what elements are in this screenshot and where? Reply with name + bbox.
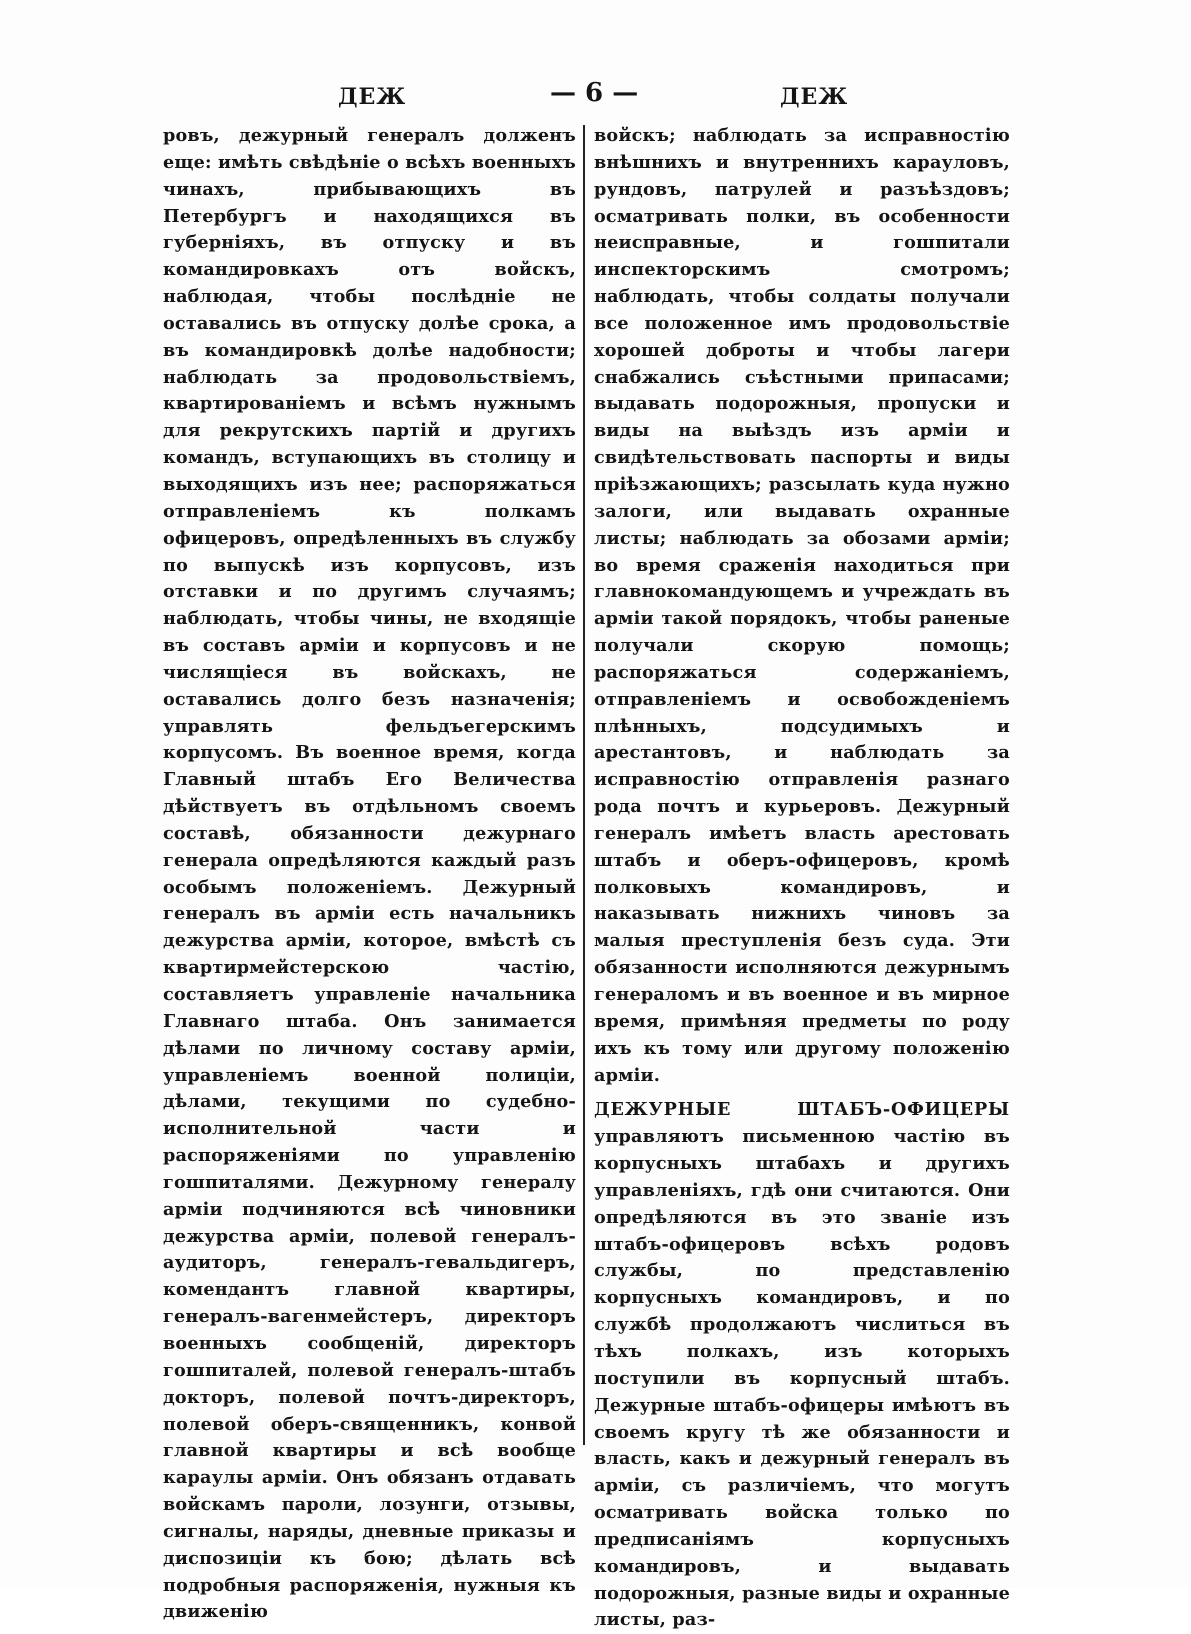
dictionary-entry <box>594 1097 1010 1634</box>
running-head-right: ДЕЖ <box>780 84 849 110</box>
running-head-left: ДЕЖ <box>338 84 407 110</box>
left-column-text: ровъ, дежурный генералъ долженъ еще: имѣть свѣдѣніе о всѣхъ военныхъ чинахъ, прибывающихъ въ Петербургъ и находящихся въ губерніяхъ, въ отпуску и въ командировкахъ отъ войскъ, наблюдая, чтобы послѣдніе не оставались въ отпуску долѣе срока, а въ командировкѣ долѣе надобности; наблюдать за продовольствіемъ, квартированіемъ и всѣмъ нужнымъ для рекрутскихъ партій и другихъ командъ, вступающихъ въ столицу и выходящихъ изъ нее; распоряжаться отправленіемъ къ полкамъ офицеровъ, опредѣленныхъ въ службу по выпускѣ изъ корпусовъ, изъ отставки и по другимъ случаямъ; наблюдать, чтобы чины, не входящіе въ составъ арміи и корпусовъ и не числящіеся въ войскахъ, не оставались долго безъ назначенія; управлять фельдъегерскимъ корпусомъ. Въ военное время, когда Главный штабъ Его Величества дѣйствуетъ въ отдѣльномъ своемъ составѣ, обязанности дежурнаго генерала опредѣляются каждый разъ особымъ положеніемъ. Дежурный генералъ въ арміи есть начальникъ дежурства арміи, которое, вмѣстѣ съ квартирмейстерскою частію, составляетъ управленіе начальника Главнаго штаба. Онъ занимается дѣлами по личному составу арміи, управленіемъ военной полиціи, дѣлами, текущими по судебно-исполнительной части и распоряженіями по управленію гошпиталями. Дежурному генералу арміи подчиняются всѣ чиновники дежурства арміи, полевой генералъ-аудиторъ, генералъ-гевальдигеръ, комендантъ главной квартиры, генералъ-вагенмейстеръ, директоръ военныхъ сообщеній, директоръ гошпиталей, полевой генералъ-штабъ докторъ, полевой почтъ-директоръ, полевой оберъ-священникъ, конвой главной квартиры и всѣ вообще караулы арміи. Онъ обязанъ отдавать войскамъ пароли, лозунги, отзывы, сигналы, наряды, дневные приказы и диспозиціи къ бою; дѣлать всѣ подробныя распоряженія, нужныя къ движенію <box>163 125 577 1623</box>
page-number: — 6 — <box>550 78 639 108</box>
left-column <box>163 123 577 1623</box>
page-header <box>160 78 1030 120</box>
entry-term: ДЕЖУРНЫЕ ШТАБЪ-ОФИЦЕРЫ <box>594 1099 1010 1121</box>
entry-text: управляютъ письменною частію въ корпусныхъ штабахъ и другихъ управленіяхъ, гдѣ они считаются. Они опредѣляются въ это званіе изъ штабъ-офицеровъ всѣхъ родовъ службы, по представленію корпусныхъ командировъ, и по службѣ продолжаютъ числиться въ тѣхъ полкахъ, изъ которыхъ поступили въ корпусный штабъ. Дежурные штабъ-офицеры имѣютъ въ своемъ кругу тѣ же обязанности и власть, какъ и дежурный генералъ въ арміи, съ различіемъ, что могутъ осматривать войска только по предписаніямъ корпусныхъ командировъ, и выдавать подорожныя, разные виды и охранные листы, раз- <box>594 1126 1010 1631</box>
right-column <box>594 123 1010 1631</box>
right-column-paragraph: войскъ; наблюдать за исправностію внѣшнихъ и внутреннихъ карауловъ, рундовъ, патрулей и разъѣздовъ; осматривать полки, въ особенности неисправные, и гошпитали инспекторскимъ смотромъ; наблюдать, чтобы солдаты получали все положенное имъ продовольствіе хорошей доброты и чтобы лагери снабжались съѣстными припасами; выдавать подорожныя, пропуски и виды на выѣздъ изъ арміи и свидѣтельствовать паспорты и виды пріѣзжающихъ; разсылать куда нужно залоги, или выдавать охранные листы; наблюдать за обозами арміи; во время сраженія находиться при главнокомандующемъ и учреждать въ арміи такой порядокъ, чтобы раненые получали скорую помощь; распоряжаться содержаніемъ, отправленіемъ и освобожденіемъ плѣнныхъ, подсудимыхъ и арестантовъ, и наблюдать за исправностію отправленія разнаго рода почтъ и курьеровъ. Дежурный генералъ имѣетъ власть арестовать штабъ и оберъ-офицеровъ, кромѣ полковыхъ командировъ, и наказывать нижнихъ чиновъ за малыя преступленія безъ суда. Эти обязанности исполняются дежурнымъ генераломъ и въ военное и въ мирное время, примѣняя предметы по роду ихъ къ тому или другому положенію арміи. <box>594 125 1010 1086</box>
column-divider <box>583 125 585 1445</box>
